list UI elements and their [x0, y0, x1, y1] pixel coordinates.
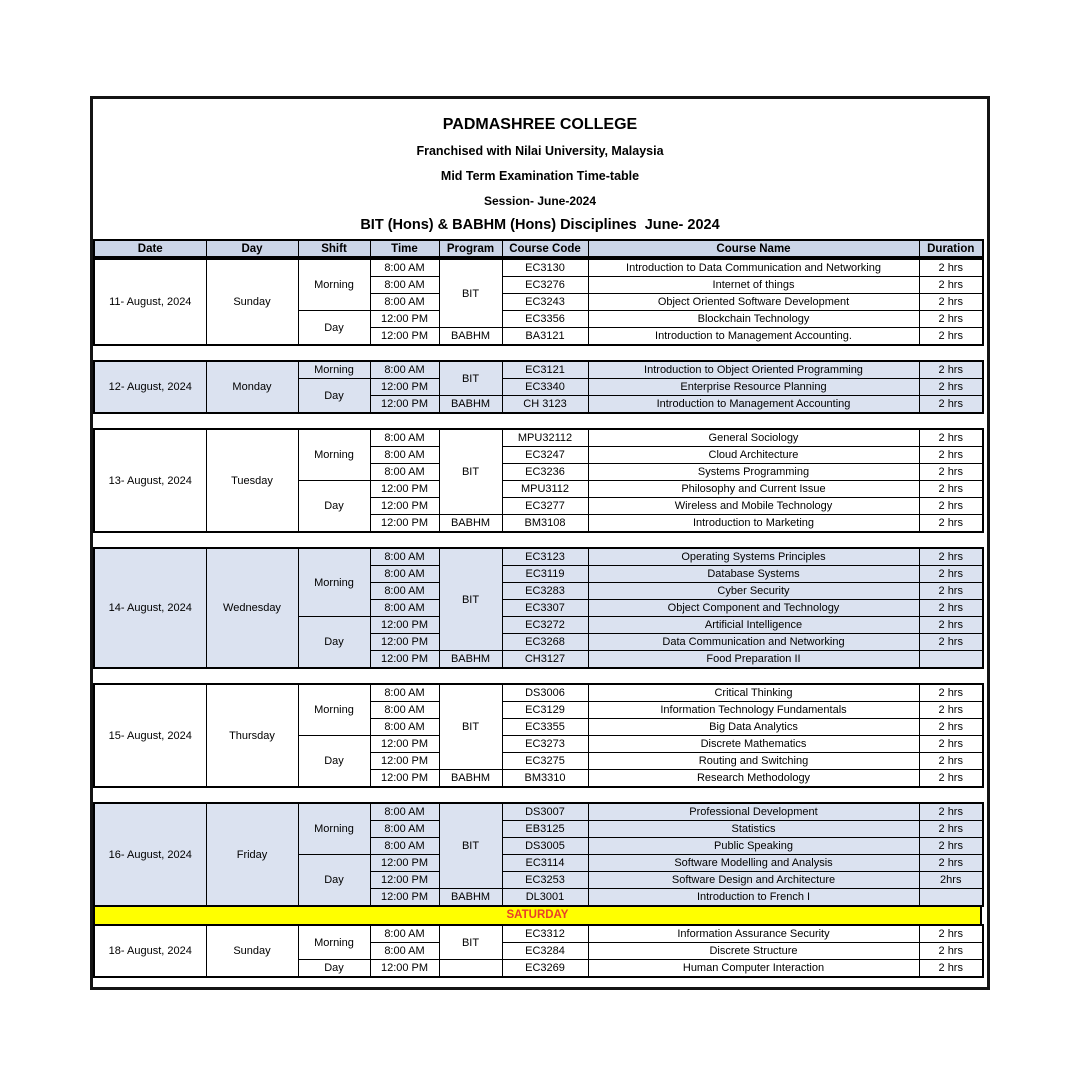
program-cell: BABHM	[439, 770, 502, 788]
session-line: Session- June-2024	[483, 194, 597, 208]
course-code-cell: EC3272	[502, 617, 588, 634]
shift-cell: Morning	[298, 259, 370, 311]
course-name-cell: Blockchain Technology	[588, 311, 919, 328]
timetable-block	[93, 547, 984, 669]
duration-cell: 2 hrs	[919, 925, 983, 943]
course-name-cell: General Sociology	[588, 429, 919, 447]
course-code-cell: EC3355	[502, 719, 588, 736]
course-name-cell: Information Technology Fundamentals	[588, 702, 919, 719]
course-code-cell: EC3119	[502, 566, 588, 583]
course-name-cell: Systems Programming	[588, 464, 919, 481]
table-row	[94, 361, 983, 379]
shift-cell: Morning	[298, 361, 370, 379]
course-code-cell: EC3284	[502, 943, 588, 960]
duration-cell: 2 hrs	[919, 583, 983, 600]
course-name-cell: Professional Development	[588, 803, 919, 821]
time-cell: 12:00 PM	[370, 736, 439, 753]
column-header-course-code: Course Code	[502, 240, 588, 257]
time-cell: 12:00 PM	[370, 855, 439, 872]
course-name-cell: Object Oriented Software Development	[588, 294, 919, 311]
course-name-cell: Operating Systems Principles	[588, 548, 919, 566]
course-name-cell: Software Modelling and Analysis	[588, 855, 919, 872]
franchise-line: Franchised with Nilai University, Malaysia	[416, 144, 664, 158]
course-name-cell: Object Component and Technology	[588, 600, 919, 617]
duration-cell: 2 hrs	[919, 770, 983, 788]
duration-cell: 2 hrs	[919, 855, 983, 872]
time-cell: 8:00 AM	[370, 361, 439, 379]
course-code-cell: DS3007	[502, 803, 588, 821]
date-cell: 16- August, 2024	[94, 803, 206, 906]
duration-cell: 2 hrs	[919, 838, 983, 855]
course-code-cell: EC3307	[502, 600, 588, 617]
exam-title: Mid Term Examination Time-table	[440, 169, 640, 183]
course-name-cell: Information Assurance Security	[588, 925, 919, 943]
college-name: PADMASHREE COLLEGE	[442, 116, 638, 133]
time-cell: 12:00 PM	[370, 634, 439, 651]
duration-cell: 2hrs	[919, 872, 983, 889]
duration-cell: 2 hrs	[919, 702, 983, 719]
saturday-banner: SATURDAY	[93, 907, 982, 924]
course-code-cell: EC3356	[502, 311, 588, 328]
time-cell: 12:00 PM	[370, 328, 439, 346]
program-cell: BIT	[439, 259, 502, 328]
header-row	[94, 240, 983, 257]
duration-cell: 2 hrs	[919, 736, 983, 753]
course-code-cell: EC3253	[502, 872, 588, 889]
program-cell: BIT	[439, 429, 502, 515]
date-cell: 18- August, 2024	[94, 925, 206, 977]
course-name-cell: Database Systems	[588, 566, 919, 583]
table-row	[94, 925, 983, 943]
duration-cell: 2 hrs	[919, 548, 983, 566]
shift-cell: Morning	[298, 548, 370, 617]
course-name-cell: Enterprise Resource Planning	[588, 379, 919, 396]
course-name-cell: Software Design and Architecture	[588, 872, 919, 889]
day-cell: Tuesday	[206, 429, 298, 532]
course-code-cell: MPU32112	[502, 429, 588, 447]
course-code-cell: EC3236	[502, 464, 588, 481]
duration-cell: 2 hrs	[919, 294, 983, 311]
course-code-cell: BM3310	[502, 770, 588, 788]
duration-cell: 2 hrs	[919, 634, 983, 651]
program-cell: BABHM	[439, 328, 502, 346]
time-cell: 12:00 PM	[370, 770, 439, 788]
course-name-cell: Research Methodology	[588, 770, 919, 788]
course-name-cell: Introduction to Data Communication and Networking	[588, 259, 919, 277]
time-cell: 8:00 AM	[370, 803, 439, 821]
duration-cell: 2 hrs	[919, 259, 983, 277]
shift-cell: Morning	[298, 803, 370, 855]
timetable	[93, 239, 987, 978]
duration-cell: 2 hrs	[919, 311, 983, 328]
duration-cell: 2 hrs	[919, 498, 983, 515]
time-cell: 8:00 AM	[370, 583, 439, 600]
day-cell: Friday	[206, 803, 298, 906]
course-name-cell: Introduction to Object Oriented Programming	[588, 361, 919, 379]
duration-cell: 2 hrs	[919, 960, 983, 978]
course-code-cell: BA3121	[502, 328, 588, 346]
time-cell: 12:00 PM	[370, 889, 439, 907]
course-code-cell: EC3129	[502, 702, 588, 719]
course-code-cell: EC3114	[502, 855, 588, 872]
course-code-cell: EC3312	[502, 925, 588, 943]
course-name-cell: Philosophy and Current Issue	[588, 481, 919, 498]
time-cell: 8:00 AM	[370, 429, 439, 447]
course-name-cell: Critical Thinking	[588, 684, 919, 702]
course-name-cell: Artificial Intelligence	[588, 617, 919, 634]
course-code-cell: EC3268	[502, 634, 588, 651]
duration-cell: 2 hrs	[919, 429, 983, 447]
table-row	[94, 429, 983, 447]
course-code-cell: EC3123	[502, 548, 588, 566]
timetable-header-row	[93, 239, 984, 258]
disciplines-line: BIT (Hons) & BABHM (Hons) Disciplines June- 2024	[360, 217, 720, 233]
document-header	[93, 99, 987, 237]
program-cell: BABHM	[439, 396, 502, 414]
course-name-cell: Introduction to Marketing	[588, 515, 919, 533]
table-row	[94, 803, 983, 821]
course-name-cell: Big Data Analytics	[588, 719, 919, 736]
course-code-cell: EC3277	[502, 498, 588, 515]
time-cell: 8:00 AM	[370, 943, 439, 960]
time-cell: 12:00 PM	[370, 396, 439, 414]
course-code-cell: CH3127	[502, 651, 588, 669]
program-cell	[439, 960, 502, 978]
time-cell: 8:00 AM	[370, 259, 439, 277]
time-cell: 12:00 PM	[370, 498, 439, 515]
course-name-cell: Wireless and Mobile Technology	[588, 498, 919, 515]
shift-cell: Day	[298, 960, 370, 978]
timetable-block	[93, 428, 984, 533]
program-cell: BIT	[439, 925, 502, 960]
timetable-block	[93, 360, 984, 414]
time-cell: 8:00 AM	[370, 464, 439, 481]
time-cell: 8:00 AM	[370, 821, 439, 838]
day-cell: Wednesday	[206, 548, 298, 668]
course-code-cell: EC3283	[502, 583, 588, 600]
day-cell: Sunday	[206, 925, 298, 977]
duration-cell: 2 hrs	[919, 600, 983, 617]
duration-cell: 2 hrs	[919, 464, 983, 481]
column-header-program: Program	[439, 240, 502, 257]
column-header-duration: Duration	[919, 240, 983, 257]
column-header-course-name: Course Name	[588, 240, 919, 257]
timetable-block	[93, 924, 984, 978]
program-cell: BABHM	[439, 515, 502, 533]
course-code-cell: EC3247	[502, 447, 588, 464]
duration-cell: 2 hrs	[919, 361, 983, 379]
time-cell: 12:00 PM	[370, 311, 439, 328]
duration-cell: 2 hrs	[919, 447, 983, 464]
course-name-cell: Introduction to Management Accounting.	[588, 328, 919, 346]
course-code-cell: EC3275	[502, 753, 588, 770]
duration-cell: 2 hrs	[919, 277, 983, 294]
program-cell: BIT	[439, 548, 502, 651]
course-name-cell: Statistics	[588, 821, 919, 838]
shift-cell: Morning	[298, 429, 370, 481]
shift-cell: Morning	[298, 684, 370, 736]
shift-cell: Day	[298, 481, 370, 533]
duration-cell: 2 hrs	[919, 803, 983, 821]
day-cell: Sunday	[206, 259, 298, 345]
time-cell: 8:00 AM	[370, 548, 439, 566]
duration-cell	[919, 651, 983, 669]
time-cell: 12:00 PM	[370, 753, 439, 770]
shift-cell: Day	[298, 379, 370, 414]
duration-cell: 2 hrs	[919, 943, 983, 960]
course-name-cell: Food Preparation II	[588, 651, 919, 669]
course-code-cell: EB3125	[502, 821, 588, 838]
timetable-block	[93, 258, 984, 346]
program-cell: BIT	[439, 803, 502, 889]
time-cell: 12:00 PM	[370, 379, 439, 396]
shift-cell: Day	[298, 311, 370, 346]
program-cell: BIT	[439, 361, 502, 396]
shift-cell: Day	[298, 855, 370, 907]
column-header-shift: Shift	[298, 240, 370, 257]
timetable-block	[93, 683, 984, 788]
course-name-cell: Cloud Architecture	[588, 447, 919, 464]
course-code-cell: EC3130	[502, 259, 588, 277]
duration-cell: 2 hrs	[919, 719, 983, 736]
table-row	[94, 684, 983, 702]
time-cell: 8:00 AM	[370, 702, 439, 719]
course-name-cell: Internet of things	[588, 277, 919, 294]
course-name-cell: Discrete Structure	[588, 943, 919, 960]
course-code-cell: BM3108	[502, 515, 588, 533]
time-cell: 8:00 AM	[370, 294, 439, 311]
program-cell: BABHM	[439, 889, 502, 907]
course-code-cell: MPU3112	[502, 481, 588, 498]
course-code-cell: EC3340	[502, 379, 588, 396]
course-name-cell: Introduction to French I	[588, 889, 919, 907]
course-code-cell: EC3269	[502, 960, 588, 978]
time-cell: 8:00 AM	[370, 838, 439, 855]
time-cell: 12:00 PM	[370, 481, 439, 498]
shift-cell: Day	[298, 736, 370, 788]
timetable-block	[93, 802, 984, 907]
duration-cell: 2 hrs	[919, 684, 983, 702]
column-header-day: Day	[206, 240, 298, 257]
time-cell: 12:00 PM	[370, 617, 439, 634]
course-code-cell: EC3276	[502, 277, 588, 294]
duration-cell: 2 hrs	[919, 617, 983, 634]
course-name-cell: Discrete Mathematics	[588, 736, 919, 753]
day-cell: Monday	[206, 361, 298, 413]
program-cell: BIT	[439, 684, 502, 770]
time-cell: 8:00 AM	[370, 277, 439, 294]
duration-cell: 2 hrs	[919, 379, 983, 396]
time-cell: 12:00 PM	[370, 515, 439, 533]
duration-cell: 2 hrs	[919, 566, 983, 583]
time-cell: 12:00 PM	[370, 960, 439, 978]
course-code-cell: DS3005	[502, 838, 588, 855]
course-code-cell: EC3273	[502, 736, 588, 753]
course-code-cell: CH 3123	[502, 396, 588, 414]
column-header-date: Date	[94, 240, 206, 257]
duration-cell	[919, 889, 983, 907]
date-cell: 14- August, 2024	[94, 548, 206, 668]
duration-cell: 2 hrs	[919, 515, 983, 533]
program-cell: BABHM	[439, 651, 502, 669]
time-cell: 8:00 AM	[370, 447, 439, 464]
time-cell: 8:00 AM	[370, 600, 439, 617]
shift-cell: Morning	[298, 925, 370, 960]
course-name-cell: Human Computer Interaction	[588, 960, 919, 978]
duration-cell: 2 hrs	[919, 821, 983, 838]
course-name-cell: Public Speaking	[588, 838, 919, 855]
course-code-cell: DS3006	[502, 684, 588, 702]
time-cell: 12:00 PM	[370, 872, 439, 889]
course-code-cell: EC3121	[502, 361, 588, 379]
table-row	[94, 548, 983, 566]
duration-cell: 2 hrs	[919, 481, 983, 498]
time-cell: 8:00 AM	[370, 925, 439, 943]
course-code-cell: EC3243	[502, 294, 588, 311]
course-name-cell: Data Communication and Networking	[588, 634, 919, 651]
course-code-cell: DL3001	[502, 889, 588, 907]
column-header-time: Time	[370, 240, 439, 257]
duration-cell: 2 hrs	[919, 396, 983, 414]
table-row	[94, 259, 983, 277]
time-cell: 8:00 AM	[370, 719, 439, 736]
course-name-cell: Cyber Security	[588, 583, 919, 600]
time-cell: 8:00 AM	[370, 684, 439, 702]
time-cell: 8:00 AM	[370, 566, 439, 583]
date-cell: 11- August, 2024	[94, 259, 206, 345]
time-cell: 12:00 PM	[370, 651, 439, 669]
duration-cell: 2 hrs	[919, 753, 983, 770]
date-cell: 12- August, 2024	[94, 361, 206, 413]
course-name-cell: Introduction to Management Accounting	[588, 396, 919, 414]
shift-cell: Day	[298, 617, 370, 669]
timetable-document	[90, 96, 990, 990]
day-cell: Thursday	[206, 684, 298, 787]
date-cell: 15- August, 2024	[94, 684, 206, 787]
date-cell: 13- August, 2024	[94, 429, 206, 532]
course-name-cell: Routing and Switching	[588, 753, 919, 770]
duration-cell: 2 hrs	[919, 328, 983, 346]
